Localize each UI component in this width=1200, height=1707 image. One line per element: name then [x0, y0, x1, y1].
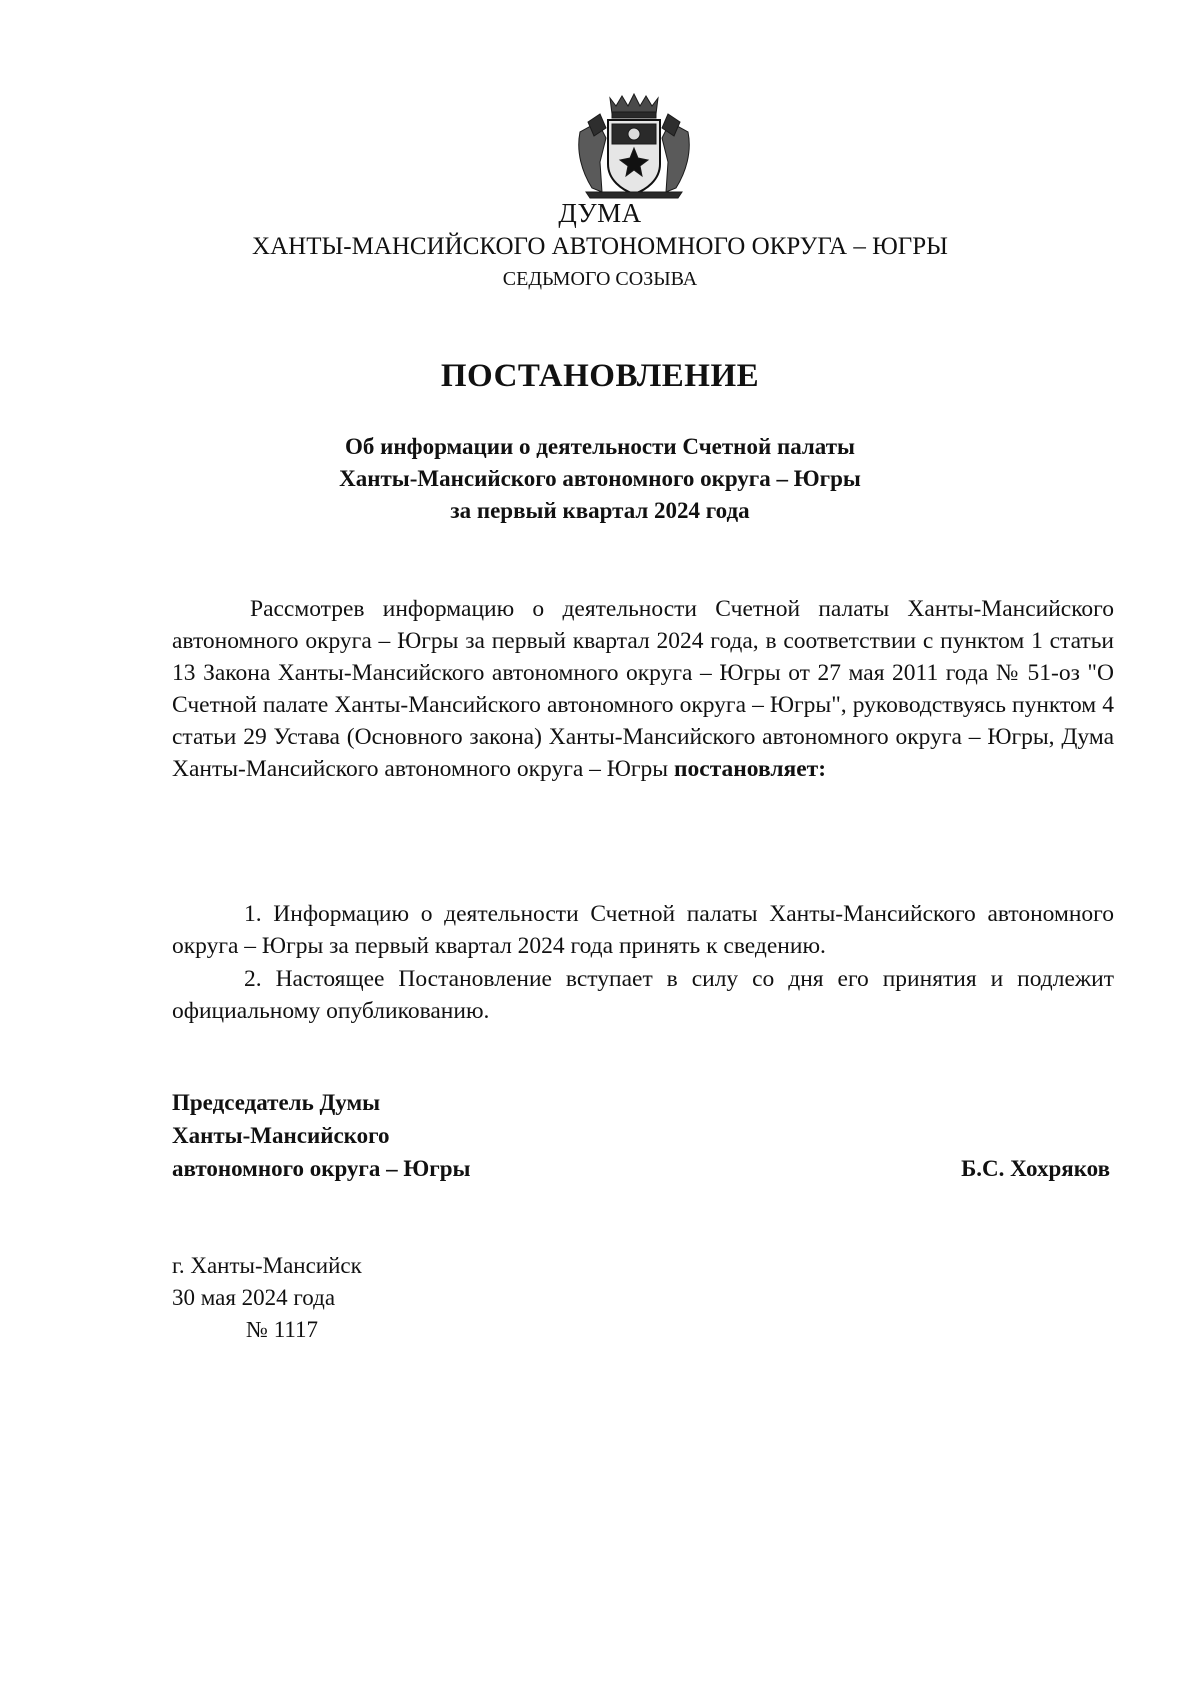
place-date-number [172, 1250, 362, 1346]
item-2: 2. Настоящее Постановление вступает в силу со дня его принятия и подлежит официальному опубликованию. [172, 966, 1114, 1024]
region-name: ХАНТЫ-МАНСИЙСКОГО АВТОНОМНОГО ОКРУГА – ЮГРЫ [252, 233, 948, 260]
item-1: 1. Информацию о деятельности Счетной палаты Ханты-Мансийского автономного округа – Югры за первый квартал 2024 года принять к сведению. [172, 901, 1114, 959]
subject-line: Об информации о деятельности Счетной палаты [345, 434, 855, 459]
position-line: Председатель Думы [172, 1090, 381, 1115]
convocation: СЕДЬМОГО СОЗЫВА [502, 268, 698, 290]
position-line: Ханты-Мансийского [172, 1123, 390, 1148]
place: г. Ханты-Мансийск [172, 1253, 362, 1278]
document-subject [0, 431, 1200, 527]
decree-word: постановляет: [673, 756, 827, 782]
document-number: № 1117 [246, 1317, 318, 1342]
subject-line: Ханты-Мансийского автономного округа – Югры [339, 466, 861, 491]
coat-of-arms-emblem [572, 92, 696, 202]
signatory-name: Б.С. Хохряков [961, 1156, 1110, 1181]
document-title: ПОСТАНОВЛЕНИЕ [440, 358, 760, 394]
subject-line: за первый квартал 2024 года [450, 498, 750, 523]
position-line: автономного округа – Югры [172, 1156, 471, 1181]
preamble-text: Рассмотрев информацию о деятельности Счетной палаты Ханты-Мансийского автономного округа – Югры за первый квартал 2024 года, в соответствии с пунктом 1 статьи 13 Закона Ханты-Мансийского автономного округа – Югры от 27 мая 2011 года № 51-оз "О Счетной палате Ханты-Мансийского автономного округа – Югры", руководствуясь пунктом 4 статьи 29 Устава (Основного закона) Ханты-Мансийского автономного округа – Югры, Дума Ханты-Мансийского автономного округа – Югры [172, 596, 1114, 782]
org-name: ДУМА [558, 198, 642, 228]
date: 30 мая 2024 года [172, 1285, 336, 1310]
preamble-paragraph [172, 593, 1114, 785]
signatory-position [172, 1086, 470, 1185]
